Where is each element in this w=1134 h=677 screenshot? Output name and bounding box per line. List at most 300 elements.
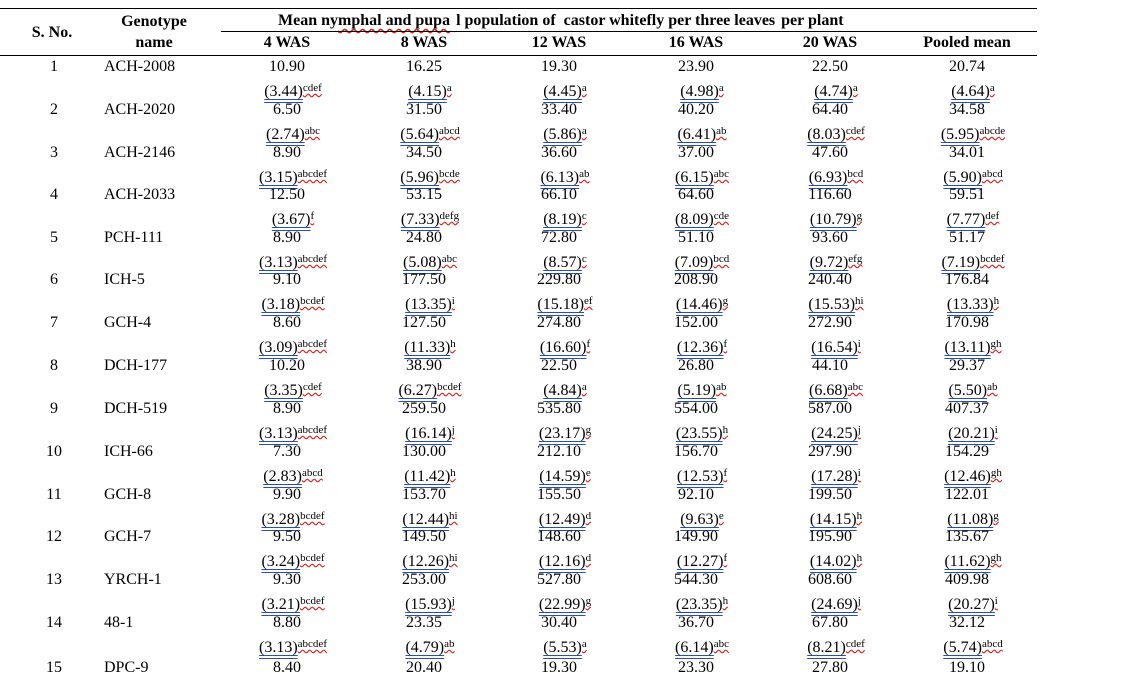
significance-letters: bcd xyxy=(847,168,864,180)
significance-letters: f xyxy=(723,338,728,350)
transformed-value xyxy=(543,122,587,144)
significance-letters: a xyxy=(581,638,587,650)
transformed-value xyxy=(261,292,324,314)
column-header: Pooled mean xyxy=(923,34,1011,51)
transformed-number: (3.35) xyxy=(264,382,303,399)
transformed-value xyxy=(261,507,324,529)
transformed-value xyxy=(944,335,1001,357)
significance-letters: abcdef xyxy=(297,253,327,265)
mean-value: 23.35 xyxy=(406,614,442,631)
transformed-number: (5.08) xyxy=(403,254,442,271)
transformed-number: (12.44) xyxy=(402,511,450,528)
mean-value: 153.70 xyxy=(402,486,446,503)
transformed-number: (3.67) xyxy=(271,211,311,228)
significance-letters: abc xyxy=(304,125,320,137)
transformed-number: (9.72) xyxy=(809,254,849,271)
significance-letters: d xyxy=(585,510,592,522)
transformed-number: (16.60) xyxy=(539,339,587,356)
transformed-number: (15.53) xyxy=(808,296,856,313)
header-span-title-d: castor whitefly per three leaves xyxy=(563,12,776,29)
mean-value: 20.74 xyxy=(949,58,985,75)
transformed-number: (7.09) xyxy=(674,254,714,271)
mean-value: 10.20 xyxy=(269,357,305,374)
transformed-number: (5.19) xyxy=(677,382,717,399)
transformed-value xyxy=(543,635,587,657)
row-sno: 5 xyxy=(50,229,58,246)
transformed-number: (8.57) xyxy=(543,254,582,271)
significance-letters: efg xyxy=(848,253,863,265)
significance-letters: bcdef xyxy=(300,595,325,607)
transformed-value xyxy=(400,165,459,187)
mean-value: 10.90 xyxy=(269,58,305,75)
transformed-number: (6.14) xyxy=(675,639,714,656)
mean-value: 29.37 xyxy=(949,357,985,374)
transformed-number: (5.53) xyxy=(543,639,582,656)
mean-value: 527.80 xyxy=(537,571,581,588)
header-span-title-b: mphal and pupa xyxy=(338,12,451,29)
transformed-number: (7.33) xyxy=(400,211,440,228)
mean-value: 30.40 xyxy=(541,614,577,631)
transformed-number: (14.02) xyxy=(809,553,857,570)
significance-letters: a xyxy=(581,125,587,137)
transformed-value xyxy=(539,464,591,486)
transformed-value xyxy=(543,207,587,229)
transformed-value xyxy=(680,79,724,101)
row-sno: 10 xyxy=(46,443,62,460)
row-sno: 7 xyxy=(50,314,58,331)
transformed-value xyxy=(263,464,322,486)
transformed-value xyxy=(404,335,456,357)
mean-value: 8.60 xyxy=(273,314,301,331)
mean-value: 37.00 xyxy=(678,144,714,161)
transformed-number: (6.27) xyxy=(398,382,438,399)
transformed-number: (3.13) xyxy=(259,425,298,442)
mean-value: 127.50 xyxy=(402,314,446,331)
row-genotype-name: GCH-8 xyxy=(104,486,152,503)
transformed-value xyxy=(947,507,999,529)
transformed-number: (22.99) xyxy=(538,596,586,613)
significance-letters: e xyxy=(718,510,724,522)
transformed-number: (10.79) xyxy=(809,211,857,228)
mean-value: 19.10 xyxy=(949,659,985,676)
mean-value: 8.90 xyxy=(273,229,301,246)
mean-value: 31.50 xyxy=(406,101,442,118)
significance-letters: j xyxy=(451,595,455,607)
significance-letters: cde xyxy=(713,210,729,222)
significance-letters: defg xyxy=(439,210,460,222)
transformed-value xyxy=(537,292,592,314)
transformed-number: (6.68) xyxy=(809,382,848,399)
transformed-number: (8.19) xyxy=(543,211,582,228)
transformed-number: (11.08) xyxy=(947,511,994,528)
transformed-number: (5.50) xyxy=(948,382,988,399)
transformed-number: (2.74) xyxy=(266,126,305,143)
significance-letters: ef xyxy=(584,295,593,307)
row-sno: 14 xyxy=(46,614,62,631)
mean-value: 20.40 xyxy=(406,659,442,676)
transformed-value xyxy=(807,122,865,144)
transformed-number: (11.33) xyxy=(404,339,451,356)
mean-value: 12.50 xyxy=(269,186,305,203)
row-sno: 3 xyxy=(50,144,58,161)
mean-value: 36.70 xyxy=(678,614,714,631)
mean-value: 149.50 xyxy=(402,528,446,545)
transformed-value xyxy=(676,421,728,443)
significance-letters: abcd xyxy=(981,168,1003,180)
mean-value: 44.10 xyxy=(812,357,848,374)
transformed-number: (23.35) xyxy=(675,596,723,613)
significance-letters: abcdef xyxy=(297,168,327,180)
transformed-value xyxy=(677,335,727,357)
mean-value: 38.90 xyxy=(406,357,442,374)
mean-value: 23.90 xyxy=(678,58,714,75)
transformed-value xyxy=(807,635,865,657)
transformed-value xyxy=(540,165,589,187)
significance-letters: abc xyxy=(847,381,863,393)
significance-letters: h xyxy=(993,295,1000,307)
transformed-value xyxy=(539,592,591,614)
significance-letters: bcdef xyxy=(300,552,325,564)
significance-letters: ab xyxy=(987,381,998,393)
transformed-value xyxy=(398,378,461,400)
significance-letters: cdef xyxy=(845,638,865,650)
significance-letters: bcd xyxy=(713,253,730,265)
significance-letters: j xyxy=(451,424,455,436)
significance-letters: def xyxy=(985,210,1000,222)
mean-value: 19.30 xyxy=(541,659,577,676)
significance-letters: ab xyxy=(444,638,455,650)
transformed-number: (6.13) xyxy=(540,169,580,186)
mean-value: 9.10 xyxy=(273,271,301,288)
transformed-number: (23.55) xyxy=(675,425,723,442)
row-genotype-name: DCH-177 xyxy=(104,357,168,374)
transformed-value xyxy=(680,507,724,529)
transformed-number: (4.84) xyxy=(543,382,582,399)
transformed-value xyxy=(675,250,730,272)
mean-value: 22.50 xyxy=(812,58,848,75)
significance-letters: a xyxy=(446,82,452,94)
transformed-number: (12.53) xyxy=(676,468,724,485)
transformed-number: (3.13) xyxy=(259,639,298,656)
mean-value: 6.50 xyxy=(273,101,301,118)
transformed-value xyxy=(259,635,327,657)
mean-value: 122.01 xyxy=(945,486,989,503)
transformed-number: (12.49) xyxy=(538,511,586,528)
transformed-value xyxy=(814,79,858,101)
transformed-value xyxy=(676,592,728,614)
transformed-value xyxy=(677,549,727,571)
significance-letters: h xyxy=(722,595,729,607)
header-genotype-line2: name xyxy=(135,34,173,51)
transformed-value xyxy=(405,292,455,314)
transformed-value xyxy=(675,635,729,657)
significance-letters: bcde xyxy=(438,168,460,180)
significance-letters: hi xyxy=(449,510,458,522)
mean-value: 176.84 xyxy=(945,271,989,288)
transformed-number: (3.44) xyxy=(264,83,303,100)
transformed-number: (12.16) xyxy=(538,553,586,570)
row-sno: 8 xyxy=(50,357,58,374)
transformed-value xyxy=(539,549,591,571)
significance-letters: abc xyxy=(713,638,729,650)
transformed-number: (20.21) xyxy=(948,425,995,442)
significance-letters: a xyxy=(581,82,587,94)
mean-value: 23.30 xyxy=(678,659,714,676)
transformed-value xyxy=(810,549,862,571)
transformed-value xyxy=(264,79,322,101)
header-sno: S. No. xyxy=(31,24,73,41)
mean-value: 154.29 xyxy=(945,443,989,460)
significance-letters: abcdef xyxy=(297,338,327,350)
significance-letters: ab xyxy=(716,381,727,393)
transformed-number: (16.14) xyxy=(405,425,452,442)
transformed-value xyxy=(405,421,455,443)
transformed-number: (3.18) xyxy=(261,296,301,313)
transformed-value xyxy=(947,207,1000,229)
mean-value: 608.60 xyxy=(808,571,852,588)
mean-value: 8.90 xyxy=(273,400,301,417)
mean-value: 170.98 xyxy=(945,314,989,331)
transformed-value xyxy=(259,165,327,187)
mean-value: 19.30 xyxy=(541,58,577,75)
transformed-value xyxy=(810,507,862,529)
column-header: 4 WAS xyxy=(263,34,311,51)
mean-value: 155.50 xyxy=(537,486,581,503)
transformed-number: (24.69) xyxy=(811,596,858,613)
significance-letters: i xyxy=(857,467,861,479)
transformed-value xyxy=(402,507,457,529)
mean-value: 64.40 xyxy=(812,101,848,118)
transformed-number: (6.41) xyxy=(677,126,717,143)
transformed-number: (12.46) xyxy=(944,468,991,485)
mean-value: 587.00 xyxy=(808,400,852,417)
significance-letters: h xyxy=(856,552,863,564)
mean-value: 34.01 xyxy=(949,144,985,161)
transformed-number: (14.59) xyxy=(539,468,586,485)
transformed-number: (4.98) xyxy=(680,83,719,100)
transformed-number: (13.35) xyxy=(405,296,452,313)
significance-letters: g xyxy=(856,210,863,222)
significance-letters: g xyxy=(722,295,729,307)
transformed-number: (5.95) xyxy=(940,126,980,143)
transformed-value xyxy=(948,421,998,443)
mean-value: 72.80 xyxy=(541,229,577,246)
significance-letters: a xyxy=(852,82,858,94)
row-sno: 6 xyxy=(50,271,58,288)
row-genotype-name: 48-1 xyxy=(104,614,134,631)
transformed-number: (4.74) xyxy=(814,83,853,100)
transformed-value xyxy=(543,79,587,101)
transformed-number: (20.27) xyxy=(948,596,995,613)
transformed-number: (5.64) xyxy=(400,126,439,143)
significance-letters: ab xyxy=(579,168,590,180)
transformed-value xyxy=(401,207,459,229)
mean-value: 240.40 xyxy=(808,271,852,288)
mean-value: 544.30 xyxy=(674,571,718,588)
transformed-number: (11.42) xyxy=(404,468,451,485)
header-span-title-c: l population of xyxy=(456,12,556,29)
mean-value: 92.10 xyxy=(678,486,714,503)
transformed-value xyxy=(951,79,995,101)
mean-value: 535.80 xyxy=(537,400,581,417)
transformed-value xyxy=(264,378,322,400)
transformed-number: (7.77) xyxy=(946,211,986,228)
mean-value: 9.50 xyxy=(273,528,301,545)
transformed-number: (6.93) xyxy=(808,169,848,186)
mean-value: 51.10 xyxy=(678,229,714,246)
transformed-number: (12.36) xyxy=(676,339,724,356)
mean-value: 24.80 xyxy=(406,229,442,246)
mean-value: 26.80 xyxy=(678,357,714,374)
significance-letters: i xyxy=(994,595,998,607)
significance-letters: g xyxy=(585,595,592,607)
header-span-title-a: Mean ny xyxy=(278,12,338,29)
header-span-title-e: per plant xyxy=(781,12,844,29)
transformed-value xyxy=(677,464,727,486)
significance-letters: cdef xyxy=(845,125,865,137)
mean-value: 177.50 xyxy=(402,271,446,288)
row-sno: 2 xyxy=(50,101,58,118)
significance-letters: c xyxy=(581,253,587,265)
mean-value: 34.50 xyxy=(406,144,442,161)
row-genotype-name: GCH-7 xyxy=(104,528,152,545)
transformed-value xyxy=(675,207,729,229)
significance-letters: abcd xyxy=(301,467,323,479)
transformed-number: (4.45) xyxy=(543,83,582,100)
significance-letters: bcdef xyxy=(300,295,325,307)
mean-value: 47.60 xyxy=(812,144,848,161)
transformed-value xyxy=(259,421,327,443)
transformed-number: (3.09) xyxy=(259,339,298,356)
row-sno: 15 xyxy=(46,659,62,676)
transformed-number: (12.27) xyxy=(676,553,724,570)
column-header: 8 WAS xyxy=(400,34,448,51)
significance-letters: hi xyxy=(855,295,864,307)
mean-value: 59.51 xyxy=(949,186,985,203)
mean-value: 32.12 xyxy=(949,614,985,631)
mean-value: 135.67 xyxy=(945,528,989,545)
transformed-value xyxy=(403,250,457,272)
transformed-value xyxy=(809,165,864,187)
transformed-value xyxy=(811,335,861,357)
mean-value: 229.80 xyxy=(537,271,581,288)
transformed-value xyxy=(539,507,591,529)
transformed-number: (5.90) xyxy=(943,169,982,186)
significance-letters: g xyxy=(585,424,592,436)
header-span-title xyxy=(278,12,844,30)
mean-value: 9.30 xyxy=(273,571,301,588)
significance-letters: f xyxy=(310,210,315,222)
transformed-value xyxy=(948,378,997,400)
mean-value: 66.10 xyxy=(541,186,577,203)
transformed-value xyxy=(811,421,861,443)
significance-letters: d xyxy=(585,552,592,564)
column-header: 12 WAS xyxy=(531,34,587,51)
mean-value: 9.90 xyxy=(273,486,301,503)
transformed-number: (8.21) xyxy=(807,639,846,656)
transformed-number: (3.13) xyxy=(259,254,298,271)
row-genotype-name: ACH-2033 xyxy=(104,186,176,203)
transformed-value xyxy=(540,335,590,357)
mean-value: 33.40 xyxy=(541,101,577,118)
transformed-number: (24.25) xyxy=(811,425,858,442)
transformed-value xyxy=(941,250,1004,272)
significance-letters: bcdef xyxy=(980,253,1005,265)
transformed-value xyxy=(543,378,587,400)
mean-value: 22.50 xyxy=(541,357,577,374)
significance-letters: bcdef xyxy=(437,381,462,393)
significance-letters: ab xyxy=(716,125,727,137)
row-genotype-name: GCH-4 xyxy=(104,314,152,331)
transformed-number: (3.21) xyxy=(261,596,301,613)
row-sno: 9 xyxy=(50,400,58,417)
span-rule xyxy=(221,31,1037,32)
header-genotype-line1: Genotype xyxy=(121,13,187,30)
transformed-value xyxy=(404,464,456,486)
transformed-value xyxy=(259,250,327,272)
row-genotype-name: DCH-519 xyxy=(104,400,168,417)
mean-value: 253.00 xyxy=(402,571,446,588)
significance-letters: j xyxy=(857,424,861,436)
transformed-number: (4.79) xyxy=(405,639,445,656)
significance-letters: h xyxy=(450,338,456,350)
significance-letters: i xyxy=(857,338,861,350)
mean-value: 7.30 xyxy=(273,443,301,460)
significance-letters: h xyxy=(722,424,729,436)
mean-value: 8.40 xyxy=(273,659,301,676)
row-genotype-name: ACH-2020 xyxy=(104,101,176,118)
mean-value: 67.80 xyxy=(812,614,848,631)
transformed-value xyxy=(259,335,327,357)
transformed-value xyxy=(943,635,1002,657)
transformed-value xyxy=(944,549,1001,571)
transformed-value xyxy=(808,292,863,314)
mean-value: 40.20 xyxy=(678,101,714,118)
significance-letters: f xyxy=(723,552,728,564)
significance-letters: h xyxy=(856,510,863,522)
transformed-number: (3.24) xyxy=(261,553,301,570)
column-header: 16 WAS xyxy=(668,34,724,51)
transformed-number: (23.17) xyxy=(538,425,586,442)
mean-value: 16.25 xyxy=(406,58,442,75)
row-sno: 11 xyxy=(46,486,62,503)
transformed-number: (9.63) xyxy=(680,511,719,528)
significance-letters: gh xyxy=(990,552,1002,564)
mean-value: 64.60 xyxy=(678,186,714,203)
transformed-number: (4.64) xyxy=(951,83,990,100)
header-bottom-rule xyxy=(0,55,1037,56)
transformed-number: (12.26) xyxy=(402,553,450,570)
significance-letters: bcdef xyxy=(300,510,325,522)
row-genotype-name: YRCH-1 xyxy=(104,571,162,588)
significance-letters: abc xyxy=(441,253,457,265)
transformed-number: (5.86) xyxy=(543,126,582,143)
significance-letters: a xyxy=(989,82,995,94)
mean-value: 199.50 xyxy=(808,486,852,503)
mean-value: 156.70 xyxy=(674,443,718,460)
significance-letters: i xyxy=(451,295,455,307)
transformed-number: (11.62) xyxy=(944,553,991,570)
row-genotype-name: ICH-5 xyxy=(104,271,145,288)
transformed-value xyxy=(941,122,1005,144)
transformed-value xyxy=(539,421,591,443)
row-genotype-name: ICH-66 xyxy=(104,443,153,460)
significance-letters: j xyxy=(857,595,861,607)
significance-letters: abcd xyxy=(438,125,460,137)
transformed-number: (2.83) xyxy=(263,468,302,485)
transformed-number: (8.09) xyxy=(675,211,714,228)
mean-value: 152.00 xyxy=(674,314,718,331)
